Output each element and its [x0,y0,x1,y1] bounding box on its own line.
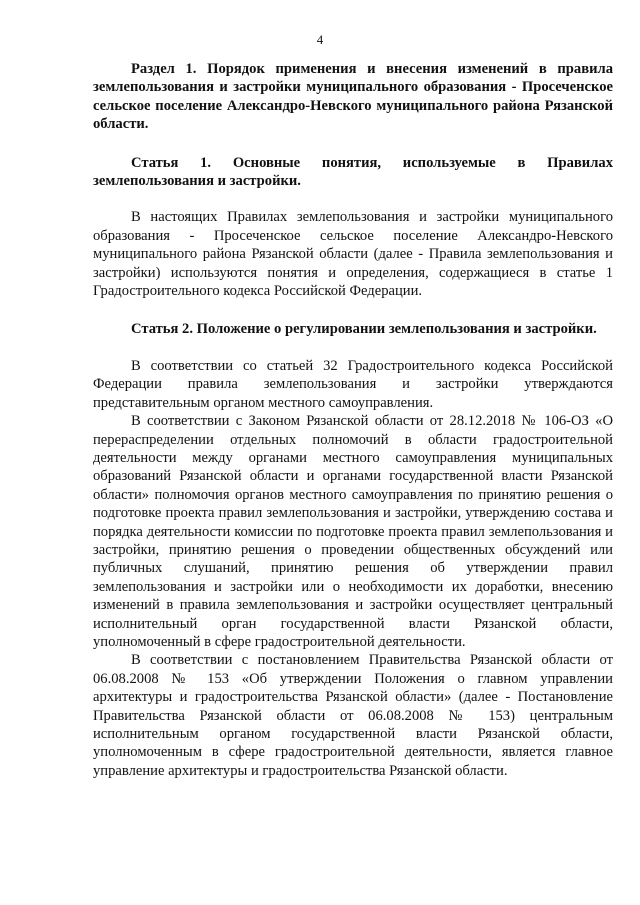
page-number: 4 [316,32,324,47]
section-1-heading: Раздел 1. Порядок применения и внесения изменений в правила землепользования и застройки муниципального образования - Просеченское сельское поселение Александро-Невского муниципального района Рязанской области. [93,61,613,133]
article-2-heading: Статья 2. Положение о регулировании землепользования и застройки. [131,321,597,338]
article-2-paragraph: В соответствии со статьей 32 Градостроительного кодекса Российской Федерации правила землепользования и застройки утверждаются представительным органом местного самоуправления. [93,357,613,411]
article-2-paragraph: В соответствии с Законом Рязанской области от 28.12.2018 № 106-ОЗ «О перераспределении отдельных полномочий в области градостроительной деятельности между органами местного самоуправления муниципальных образований Рязанской области и органами государственной власти Рязанской области» полномочия органов местного самоуправления по принятию решения о подготовке проекта правил землепользования и застройки, утверждению состава и порядка деятельности комиссии по подготовке проекта правил землепользования и застройки, принятию решения о проведении общественных обсуждений или публичных слушаний, принятию решения об утверждении правил землепользования и застройки или о необходимости их доработки, внесению изменений в правила землепользования и застройки осуществляет центральный исполнительный орган государственной власти Рязанской области, уполномоченный в сфере градостроительной деятельности. [93,413,613,650]
document-body [93,60,613,780]
article-2-paragraph: В соответствии с постановлением Правительства Рязанской области от 06.08.2008 № 153 «Об утверждении Положения о главном управлении архитектуры и градостроительства Рязанской области» (далее - Постановление Правительства Рязанской области от 06.08.2008 № 153) центральным исполнительным органом государственной власти Рязанской области, уполномоченным в сфере градостроительной деятельности, является главное управление архитектуры и градостроительства Рязанской области. [93,652,613,779]
article-1-paragraph: В настоящих Правилах землепользования и застройки муниципального образования - Просеченское сельское поселение Александро-Невского муниципального района Рязанской области (далее - Правила землепользования и застройки) используются понятия и определения, содержащиеся в статье 1 Градостроительного кодекса Российской Федерации. [93,209,613,300]
article-1-heading: Статья 1. Основные понятия, используемые в Правилах землепользования и застройки. [93,154,613,190]
